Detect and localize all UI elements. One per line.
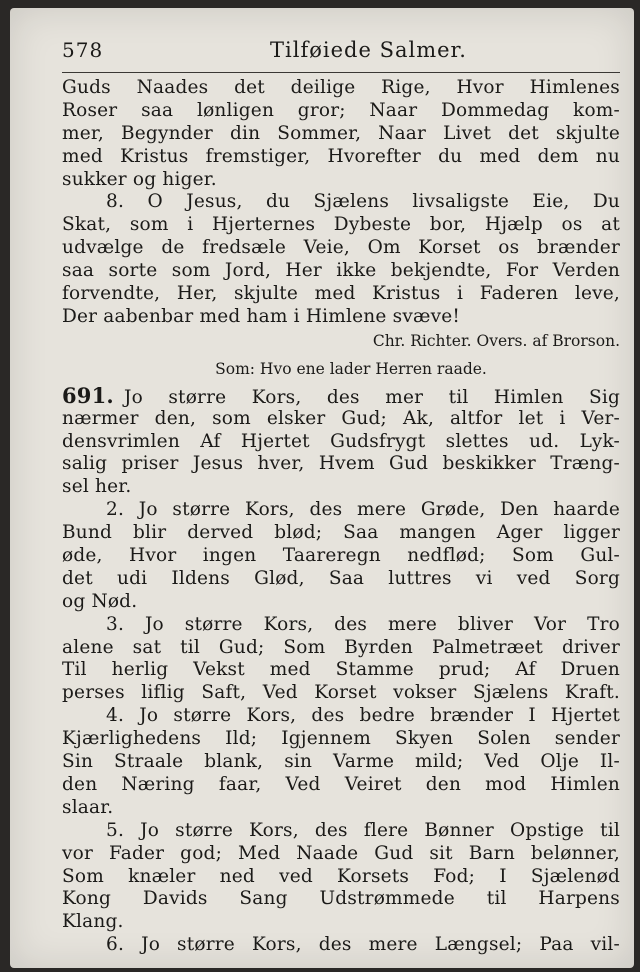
text-line: saa sorte som Jord, Her ikke bekjendte, For Verden xyxy=(62,260,620,282)
text-line: med Kristus fremstiger, Hvorefter du med dem nu xyxy=(62,145,620,167)
verse-3 xyxy=(62,614,620,706)
melody-note: Som: Hvo ene lader Herren raade. xyxy=(215,359,487,378)
text-line: nærmer den, som elsker Gud; Ak, altfor let i Ver- xyxy=(62,407,620,429)
text-line: Til herlig Vekst med Stamme prud; Af Druen xyxy=(62,659,620,681)
verse-5 xyxy=(62,820,620,934)
text-line: Klang. xyxy=(62,911,124,933)
page-number: 578 xyxy=(62,38,104,62)
text-line: 5. Jo større Kors, des flere Bønner Opstige til xyxy=(106,819,620,841)
verse-4 xyxy=(62,705,620,819)
text-line: sukker og higer. xyxy=(62,168,217,190)
text-line: udvælge de fredsæle Veie, Om Korset os brænder xyxy=(62,237,620,259)
book-page xyxy=(10,8,634,968)
text-line: 2. Jo større Kors, des mere Grøde, Den haarde xyxy=(106,499,620,521)
text-line: Kong Davids Sang Udstrømmede til Harpens xyxy=(62,888,620,910)
text-line: alene sat til Gud; Som Byrden Palmetræet driver xyxy=(62,636,620,658)
text-line: 6. Jo større Kors, des mere Længsel; Paa vil- xyxy=(106,934,620,956)
text-line: 4. Jo større Kors, des bedre brænder I Hjertet xyxy=(106,705,620,727)
verse-2 xyxy=(62,499,620,613)
text-line: det udi Ildens Glød, Saa luttres vi ved Sorg xyxy=(62,567,620,589)
text-line: salig priser Jesus hver, Hvem Gud beskikker Træng- xyxy=(62,453,620,475)
text-line: Kjærlighedens Ild; Igjennem Skyen Solen sender xyxy=(62,728,620,750)
text-line: sel her. xyxy=(62,476,132,498)
text-line: Skat, som i Hjerternes Dybeste bor, Hjælp os at xyxy=(62,214,620,236)
author-attribution: Chr. Richter. Overs. af Brorson. xyxy=(372,331,620,350)
hymn-first-line xyxy=(62,382,620,408)
hymn-number: 691. xyxy=(62,382,114,408)
text-line: og Nød. xyxy=(62,590,138,612)
text-line: vor Fader god; Med Naade Gud sit Barn belønner, xyxy=(62,842,620,864)
continued-verse xyxy=(62,77,620,191)
page-content xyxy=(62,38,620,957)
text-line: Jo større Kors, des mer til Himlen Sig xyxy=(123,386,620,408)
hymn-691 xyxy=(62,382,620,499)
text-line: Der aabenbar med ham i Himlene svæve! xyxy=(62,305,461,327)
verse-6 xyxy=(62,934,620,957)
text-line: 8. O Jesus, du Sjælens livsaligste Eie, Du xyxy=(106,191,620,213)
running-title: Tilføiede Salmer. xyxy=(270,38,467,62)
text-line: Som knæler ned ved Korsets Fod; I Sjælenød xyxy=(62,865,620,887)
text-line: Sin Straale blank, sin Varme mild; Ved Olje Il- xyxy=(62,751,620,773)
text-line: slaar. xyxy=(62,796,114,818)
text-line: forvendte, Her, skjulte med Kristus i Faderen leve, xyxy=(62,283,620,305)
text-line: øde, Hvor ingen Taareregn nedflød; Som Gul- xyxy=(62,545,620,567)
text-line: Roser saa lønligen gror; Naar Dommedag kom- xyxy=(62,99,620,121)
page-header xyxy=(62,38,620,73)
text-line: Guds Naades det deilige Rige, Hvor Himlenes xyxy=(62,77,620,98)
verse-8 xyxy=(62,191,620,328)
text-line: densvrimlen Af Hjertet Gudsfrygt slettes ud. Lyk- xyxy=(62,430,620,452)
text-line: Bund blir derved blød; Saa mangen Ager ligger xyxy=(62,522,620,544)
text-line: perses liflig Saft, Ved Korset vokser Sjælens Kraft. xyxy=(62,682,620,704)
text-line: 3. Jo større Kors, des mere bliver Vor Tro xyxy=(106,613,620,635)
text-line: den Næring faar, Ved Veiret den mod Himlen xyxy=(62,773,620,795)
text-line: mer, Begynder din Sommer, Naar Livet det skjulte xyxy=(62,122,620,144)
